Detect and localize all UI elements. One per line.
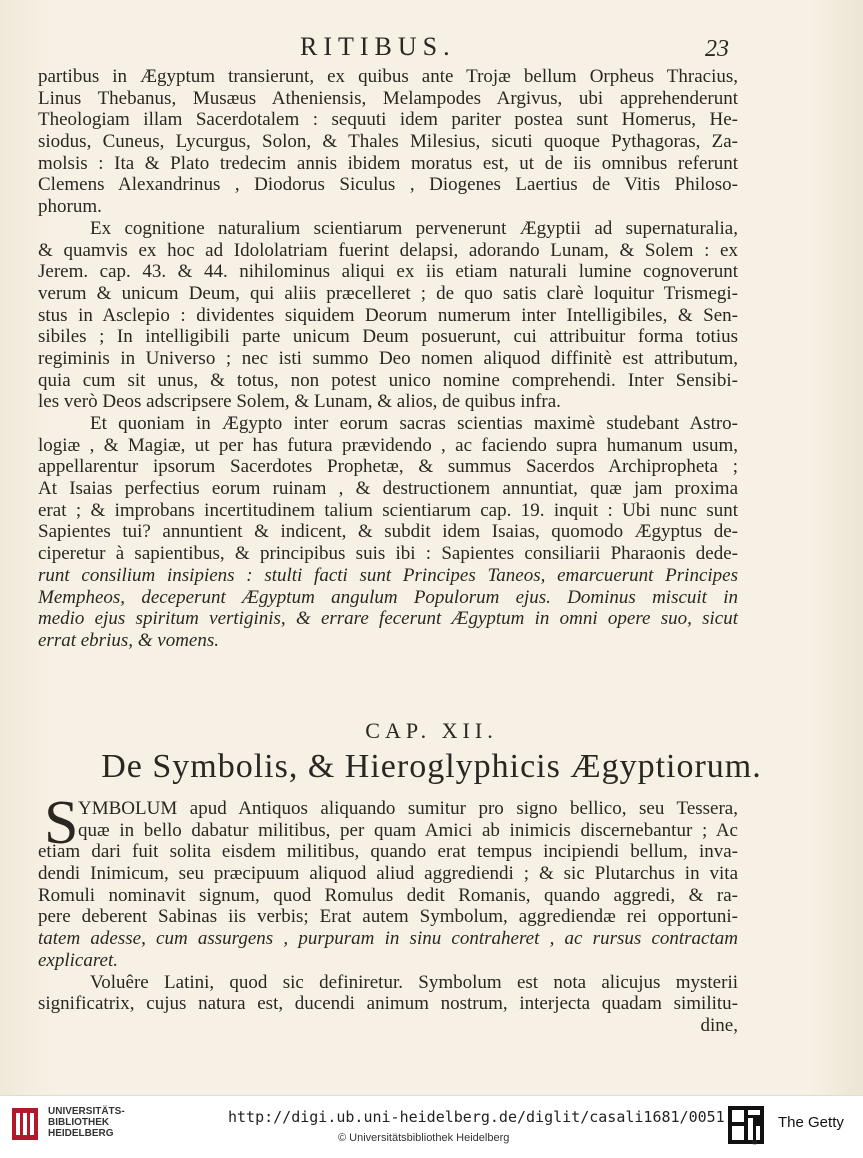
text-line: quia cum sit unus, & totus, non potest unico nomine comprehendi. Inter Sensibi- — [38, 369, 738, 391]
text-line: At Isaias perfectius eorum ruinam , & destructionem annuntiat, quæ jam proxima — [38, 478, 738, 500]
text-line: Mempheos, deceperunt Ægyptum angulum Populorum ejus. Dominus miscuit in — [38, 586, 738, 608]
text-line: medio ejus spiritum vertiginis, & errare fecerunt Ægyptum in omni opere suo, sicut — [38, 608, 738, 630]
text-line: erat ; & improbans incertitudinem talium scientiarum cap. 19. inquit : Ubi nunc sunt — [38, 499, 738, 521]
text-line: molsis : Ita & Plato tredecim annis ibidem moratus est, ut de iis omnibus referunt — [38, 152, 738, 174]
text-line: tatem adesse, cum assurgens , purpuram in sinu contraheret , ac rursus contractam — [38, 928, 738, 950]
permalink-url[interactable]: http://digi.ub.uni-heidelberg.de/diglit/casali1681/0051 — [228, 1108, 725, 1126]
text-line: runt consilium insipiens : stulti facti sunt Principes Taneos, emarcuerunt Principes — [38, 564, 738, 586]
text-line: etiam dari fuit solita eisdem militibus, quando erat tempus incipiendi bellum, inva- — [38, 841, 738, 863]
running-head — [0, 30, 863, 66]
chapter-title: De Symbolis, & Hieroglyphicis Ægyptiorum. — [101, 748, 762, 785]
text-line: & quamvis ex hoc ad Idololatriam fuerint delapsi, adorando Lunam, & Solem : ex — [38, 239, 738, 261]
text-line: Theologiam illam Sacerdotalem : sequuti idem pariter postea sunt Homerus, He- — [38, 109, 738, 131]
text-line: dine, — [700, 1014, 738, 1036]
text-line: dendi Inimicum, seu præcipuum aliquod aliud aggrediendi ; & sic Plutarchus in vita — [38, 863, 738, 885]
chapter-label: CAP. XII. — [365, 718, 498, 743]
copyright-notice: © Universitätsbibliothek Heidelberg — [338, 1132, 510, 1144]
text-line: logiæ , & Magiæ, ut per has futura prævidendo , ac faciendo supra humanum usum, — [38, 434, 738, 456]
library-name[interactable] — [48, 1106, 125, 1139]
text-line: appellarentur ipsorum Sacerdotes Prophetæ, & summus Sacerdos Archipropheta ; — [38, 456, 738, 478]
viewer-footer — [0, 1095, 863, 1158]
library-name-line: UNIVERSITÄTS- — [48, 1106, 125, 1117]
text-line: regiminis in Universo ; nec isti summo Deo nomen aliquod diffinitè est attributum, — [38, 347, 738, 369]
body-text-section — [38, 66, 738, 652]
university-library-logo-icon[interactable] — [10, 1104, 40, 1144]
library-name-line: HEIDELBERG — [48, 1128, 114, 1139]
library-name-line: BIBLIOTHEK — [48, 1117, 110, 1128]
page-number: 23 — [705, 36, 729, 62]
text-line: significatrix, cujus natura est, ducendi animum nostrum, interjecta quadam similitu- — [38, 993, 738, 1015]
getty-logo-icon[interactable] — [728, 1106, 764, 1144]
text-line: verum & unicum Deum, qui aliis præcelleret ; de quo satis clarè loquitur Trismegi- — [38, 282, 738, 304]
text-line: errat ebrius, & vomens. — [38, 629, 220, 651]
text-line: siodus, Cuneus, Lycurgus, Solon, & Thales Milesius, sicuti quoque Pythagoras, Za- — [38, 131, 738, 153]
text-line: partibus in Ægyptum transierunt, ex quibus ante Trojæ bellum Orpheus Thracius, — [38, 66, 738, 87]
text-line: YMBOLUM apud Antiquos aliquando sumitur pro signo bellico, seu Tessera, — [78, 798, 738, 819]
text-line: pere deberent Sabinas iis verbis; Erat autem Symbolum, aggrediendæ rei opportuni- — [38, 906, 738, 928]
text-line: Jerem. cap. 43. & 44. nihilominus aliqui ex iis etiam naturali lumine cognoverunt — [38, 261, 738, 283]
running-title: RITIBUS. — [300, 32, 456, 61]
text-line: Linus Thebanus, Musæus Atheniensis, Melampodes Argivus, ubi apprehenderunt — [38, 87, 738, 109]
text-line: phorum. — [38, 196, 102, 218]
text-line: Sapientes tui? annuntient & indicent, & subdit idem Isaias, quomodo Ægyptus de- — [38, 521, 738, 543]
text-line: Voluêre Latini, quod sic definiretur. Symbolum est nota alicujus mysterii — [90, 971, 738, 993]
text-line: les verò Deos adscripsere Solem, & Lunam, & alios, de quibus infra. — [38, 391, 561, 413]
text-line: sibiles ; In intelligibili parte unicum Deum posuerunt, cui attribuitur forma totius — [38, 326, 738, 348]
text-line: stus in Asclepio : dividentes siquidem Deorum numerum inter Intelligibiles, & Sen- — [38, 304, 738, 326]
text-line: Romuli nominavit signum, quod Romulus dedit Romanis, quando aggredi, & ra- — [38, 884, 738, 906]
registered-mark: ® — [752, 1140, 758, 1147]
partner-name[interactable]: The Getty — [778, 1114, 844, 1131]
text-line: quæ in bello dabatur militibus, per quam Amici ab inimicis discernebantur ; Ac — [78, 819, 738, 841]
chapter-body-text — [38, 798, 738, 1037]
drop-cap-initial: S — [44, 789, 79, 857]
text-line: Et quoniam in Ægypto inter eorum sacras scientias maximè studebant Astro- — [90, 413, 738, 434]
text-line: Ex cognitione naturalium scientiarum pervenerunt Ægyptii ad supernaturalia, — [90, 217, 738, 239]
text-line: explicaret. — [38, 949, 119, 971]
text-line: Clemens Alexandrinus , Diodorus Siculus , Diogenes Laertius de Vitis Philoso- — [38, 174, 738, 196]
text-line: ciperetur à sapientibus, & principibus suis ibi : Sapientes consiliarii Pharaonis dede- — [38, 543, 738, 565]
